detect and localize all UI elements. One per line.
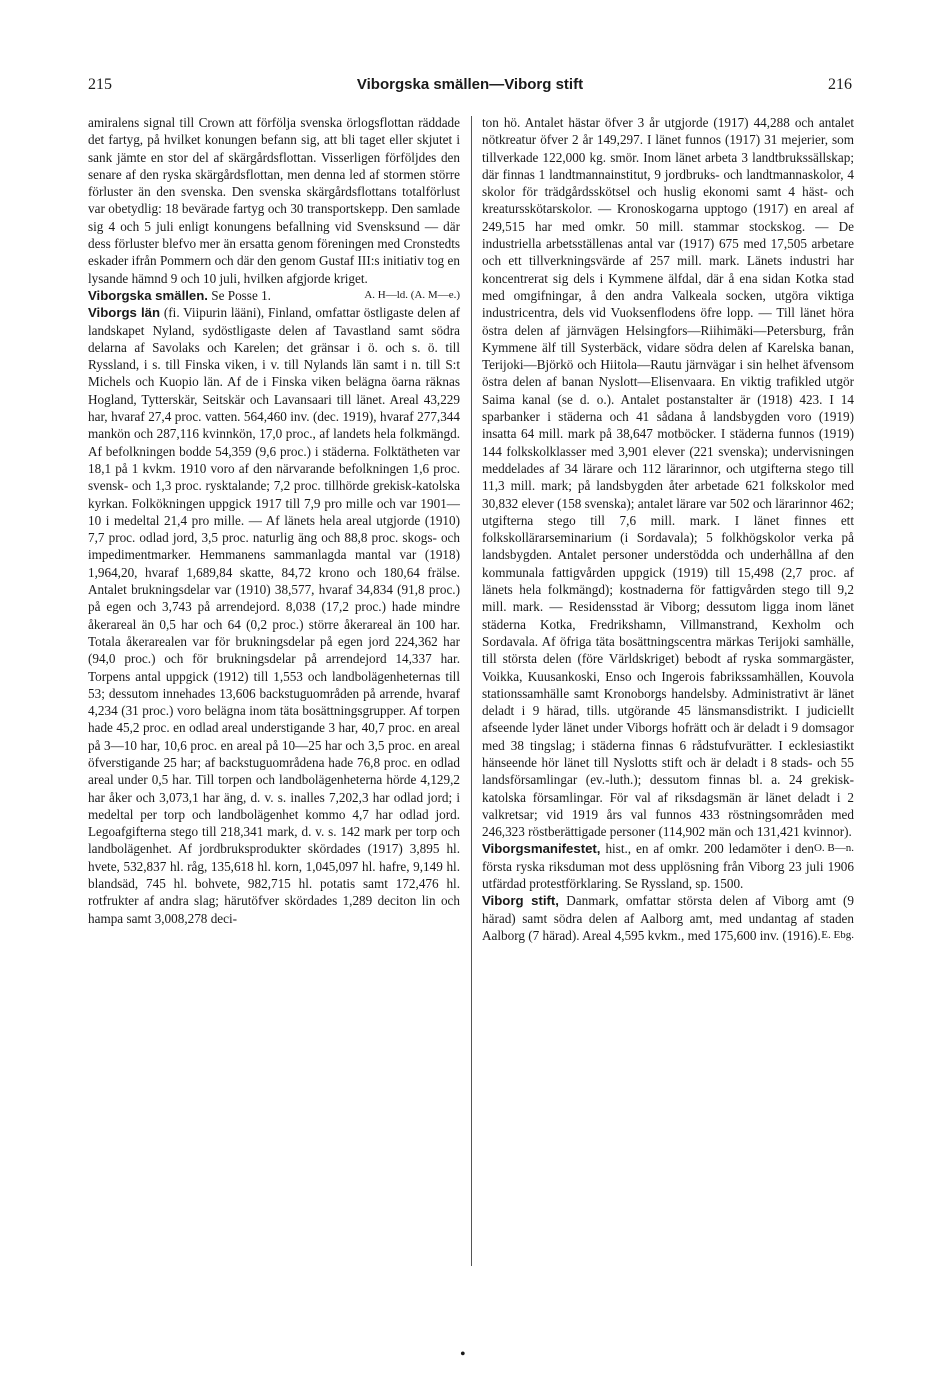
left-column (88, 114, 460, 927)
author-signature: E. Ebg. (821, 928, 854, 941)
column-divider (471, 116, 472, 1266)
entry-text: Danmark, omfattar största delen af Viborg amt (9 härad) samt södra delen af Aalborg amt, med undantag af staden Aalborg (7 härad). Areal 4,595 kvkm., med 175,600 inv. (1916). (482, 893, 854, 943)
page-number-left: 215 (88, 76, 112, 93)
footer-mark: • (460, 1346, 466, 1363)
page-number-right: 216 (828, 76, 852, 93)
entry-heading: Viborg stift, (482, 893, 559, 909)
entry-text: Se Posse 1. (211, 287, 271, 303)
entry-text: (fi. Viipurin lääni), Finland, omfattar östligaste delen af landskapet Nyland, sydöstligaste delen af Tavastland samt södra delarna af Savolaks och Karelen; det gränsar i ö. och s. ö. till Ryssland, i s. till Finska viken, i v. till Nylands län samt i n. till S:t Michels och Kuopio län. Af de i Finska viken belägna öarna räknas Hogland, Tytterskär, Seitskär och Lavansaari till länet. Areal 43,229 har, hvaraf 27,4 proc. vatten. 564,460 inv. (dec. 1919), hvaraf 277,344 mankön och 287,116 kvinnkön, 17,0 proc., af landets hela folkmängd. Af befolkningen bodde 54,359 (9,6 proc.) i städerna. Folktätheten var 18,1 på 1 kvkm. 1910 voro af den närvarande befolkningen 1,6 proc. svensk- och 1,3 proc. rysktalande; 7,2 proc. tillhörde grekisk-katolska kyrkan. Folkökningen uppgick 1917 till 7,9 pro mille och var 1901—10 i medeltal 21,4 pro mille. — Af länets hela areal utgjorde (1910) 7,7 proc. odlad jord, 3,5 proc. naturlig äng och 88,8 proc. skogs- och impedimentmarker. Hemmanens sammanlagda mantal var (1918) 1,964,20, hvaraf 1,689,84 skatte, 84,72 krono och 180,64 frälse. Antalet brukningsdelar var (1910) 38,577, hvaraf 34,834 (91,8 proc.) på egen och 3,743 på arrendejord. 8,038 (17,2 proc.) hade mindre åkerareal än 0,5 har och 64 (0,2 proc.) större åkerareal än 100 har. Totala åkerarealen var för brukningsdelar på egen jord 224,362 har (94,0 proc.) och för brukningsdelar på arrendejord 14,337 har. Torpens antal uppgick (1912) till 1,553 och landbolägenheternas till 53; dessutom innehades 13,606 backstuguområden på arrende, hvaraf 4,234 (31 proc.) voro belägna inom täta bosättningsgrupper. Af torpen hade 45,2 proc. en odlad areal understigande 3 har, 40,7 proc. en areal på 3—10 har, 10,6 proc. en areal på 10—25 har och 3,5 proc. en areal öfverstigande 25 har; af backstuguområdena hade 76,8 proc. en odlad areal under 0,5 har. Till torpen och landbolägenheterna hörde 4,129,2 har åker och 3,073,1 har äng, d. v. s. inalles 7,202,3 har odlad jord; i medeltal per torp och landbolägenhet kommo 4,7 har odlad jord. Legoafgifterna stego till 218,341 mark, d. v. s. 142 mark per torp och landbolägenhet. Af jordbruksprodukter skördades (1917) 3,895 hl. hvete, 532,837 hl. råg, 135,618 hl. korn, 1,045,097 hl. hafre, 9,149 hl. blandsäd, 745 hl. bohvete, 982,715 hl. potatis samt 172,476 hl. rotfrukter af andra slag; härutöfver skördades 1,289 deciton lin och hampa samt 3,008,278 deci- (88, 305, 461, 926)
entry-viborgsmanifestet (482, 840, 854, 892)
author-signature: A. H—ld. (A. M—e.) (364, 288, 460, 301)
paragraph-text: ton hö. Antalet hästar öfver 3 år utgjorde (1917) 44,288 och antalet nötkreatur öfver 2 år 149,297. I länet funnos (1917) 31 mejerier, som tillverkade 122,000 kg. smör. Inom länet arbeta 3 landtbrukssällskap; där finnas 1 landtmannainstitut, 9 jordbruks- och landtmannaskolor, 4 skolor för trädgårdsskötsel och huslig ekonomi samt 4 häst- och kreatursskötarskolor. — Kronoskogarna upptogo (1917) en areal af 249,515 har med omkr. 50 mill. stammar stockskog. — De industriella arbetsställenas antal var (1917) 675 med 17,505 arbetare och ett tillverkningsvärde af 257 mill. mark. Länets industri har koncentrerat sig dels i Kymmene älfdal, där å ena sidan Kotka stad med omgifningar, å den andra Valkeala socken, utgöra viktiga industricentra, dels vid Vuoksenflodens öfre lopp. — Till länet höra östra delen af järnvägen Helsingfors—Riihimäki—Petersburg, från Kymmene älf till Systerbäck, vidare södra delen af Karelska banan, Terijoki—Björkö och Hiitola—Rautu järnvägar i sin helhet äfvensom östra delen af banan Nyslott—Elisenvaara. En viktig trafikled utgör Saima kanal (se d. o.). Antalet postanstalter är (1918) 423. I 14 sparbanker i städerna och 41 sådana å landsbygden voro (1919) insatta 64 mill. mark på 38,647 motböcker. I städerna funnos (1919) 144 folkskolklasser med 3,901 elever (221 svenska); undervisningen meddelades af 34 lärare och 112 lärarinnor, och utgifterna stego till 11,3 mill. mark; på landsbygden åter arbetade 621 folkskolor med 30,832 elever (158 svenska); antalet lärare var 502 och lärarinnor 462; utgifterna stego till 7,6 mill. mark. I länet finnes ett folkskollärarseminarium (i Sordavala); 5 folkhögskolor verka på landsbygden. Antalet personer understödda och underhållna af den kommunala fattigvården uppgick (1919) till 15,498 (2,7 proc. af länets hela folkmängd); kostnaderna för fattigvården stego till 9,2 mill. mark. — Residensstad är Viborg; dessutom ligga inom länet städerna Kotka, Fredrikshamn, Villmanstrand, Kexholm och Sordavala. Af öfriga täta bosättningscentra märkas Terijoki samhälle, till största delen (före Världskriget) bebodt af ryska sommargäster, Voikka, Kuusankoski, Enso och Ingerois fabrikssamhällen, Kouvola stationssamhälle samt Kronoborgs handelsby. Administrativt är länet deladt i 9 härad, tills. utgörande 45 länsmansdistrikt. I judiciellt afseende lyder länet under Viborgs hofrätt och är deladt i 9 domsagor med 38 tingslag; i städerna finnas 6 rådstufvurätter. I ecklesiastikt hänseende hör länet till Nyslotts stift och är deladt i 8 stads- och 55 landsförsamlingar (ev.-luth.); dessutom finnas bl. a. 24 grekisk-katolska församlingar. För val af riksdagsmän är länet deladt i 2 valkretsar; vid 1919 års val funnos 433 röstningsområden med 246,323 röstberättigade personer (114,902 män och 131,421 kvinnor). (482, 115, 854, 840)
right-column (482, 114, 854, 944)
author-signature: O. B—n. (813, 842, 854, 855)
entry-viborgs-lan (88, 304, 460, 927)
entry-heading: Viborgska smällen. (88, 287, 208, 303)
paragraph-text: amiralens signal till Crown att förfölja svenska örlogsflottan räddade det fartyg, på hvilket konungen befann sig, att bli taget eller skjutet i sank jämte en stor del af skärgårdsflottan. Visserligen förföljdes den senare af den ryska skärgårdsflottan, men denna led af stormen större förluster än den svenska. Den svenska skärgårdsflottans totalförlust var obetydlig: 18 bevärade fartyg och 30 transportskepp. Den samlade sig 4 och 5 juli enligt konungens befallning vid Svensksund — där dess förluster blefvo mer än ersatta genom föreningen med Cronstedts eskader ifrån Pommern och där den genom Gustaf III:s initiativ tog en lysande hämnd 9 och 10 juli, hvilken afgjorde kriget. (88, 115, 460, 286)
entry-heading: Viborgs län (88, 305, 161, 321)
entry-viborg-stift (482, 892, 854, 944)
entry-text: hist., en af omkr. 200 ledamöter i den första ryska riksduman mot dess upplösning från Viborg 23 juli 1906 utfärdad protestförklaring. Se Ryssland, sp. 1500. (482, 841, 854, 892)
page-header (88, 76, 852, 98)
entry-heading: Viborgsmanifestet, (482, 841, 601, 857)
running-head: Viborgska smällen—Viborg stift (356, 76, 584, 93)
